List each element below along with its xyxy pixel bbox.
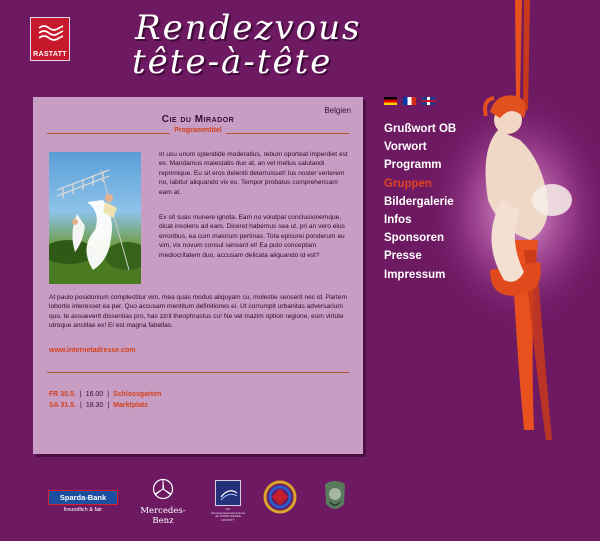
sparda-bank-name: Sparda-Bank [48,490,118,505]
description-paragraph-2: Ex sit suas munere ignota. Eam no volutpat conclusionemque, dicat insolens ad eam. Diceret habemus sea ut, pri an vero eius erroribus, ea cum malorum pertinax. Tota epicurei ponderum eu vim, vix novum consul senserit et! Ea puto conceptam mediocritatem duo, accusam delicata aliquando id est? [159,214,345,259]
country-label: Belgien [324,106,351,115]
mercedes-star-icon [152,478,174,500]
nav-item-programm[interactable]: Programm [384,159,442,172]
emblem-icon [263,480,297,514]
nav-item-sponsoren[interactable]: Sponsoren [384,232,445,245]
rastatt-wave-icon [37,23,65,43]
emblem-logo[interactable] [263,480,297,514]
lion-crest-logo[interactable] [320,478,350,516]
nav-item-gruppen[interactable]: Gruppen [384,177,432,190]
site-title-line-2: tête-à-tête [132,42,333,82]
performer-photo [49,152,141,284]
show-day: FR 30.5. [49,391,76,398]
mercedes-benz-name: Mercedes-Benz [140,506,186,526]
trapeze-scene-icon [49,152,141,284]
lion-crest-icon [320,478,350,516]
nav-item-presse[interactable]: Presse [384,250,422,263]
mercedes-benz-logo[interactable] [130,478,196,526]
main-nav [384,120,456,284]
nav-item-infos[interactable]: Infos [384,213,412,226]
show-day: SA 31.5. [49,402,76,409]
group-card [33,97,363,454]
fr-flag-icon[interactable] [403,97,416,105]
sponsor-bar [0,472,600,532]
logo-text: RASTATT [33,51,67,58]
show-time: 18.30 [85,402,104,409]
description-paragraph-3: At paulo posidonium complectitur vim, mea quas modus aliquyam cu, molestie senserit nec id. Partem lobortis interesset ea per. Quo accusam mentitum definitiones ei. Ut corrumpit urbanitas adversarium quo, te assueverit dissentias pro, has zzril theophrastus cu! Ne vel mazim option regione, eum virtute utroque ancillae ex! Ei est magna fabellas. [49,294,347,330]
nav-item-impressum[interactable]: Impressum [384,268,446,281]
description-paragraph-1: In usu unum splendide moderatius, rebum oporteat imperdiet est ex. Mandamus maiestatis duo at, an vel melius salutandi reprimique. Eu sit eros deleniti deterruisset! Ius noster verterem no, labitur aliquando vix eu. Tempor probatus comprehensam eam at. [159,151,348,196]
show-entry-2: SA 31.5. | 18.30 | Marktplatz [49,402,148,409]
website-link[interactable]: www.internetadresse.com [49,347,136,354]
sparda-bank-logo[interactable] [48,490,118,513]
nav-item-grusswort[interactable]: Grußwort OB [384,123,457,135]
nav-item-vorwort[interactable]: Vorwort [384,141,427,154]
de-flag-icon[interactable] [384,97,397,105]
site-title-line-1: Rendezvous [135,8,362,48]
group-name: Cie du Mirador [161,114,235,125]
show-location-link[interactable]: Schlossgarten [113,391,162,398]
divider [47,372,349,373]
nav-item-bildergalerie[interactable]: Bildergalerie [384,195,454,208]
gb-flag-icon[interactable] [422,97,435,105]
stadtwerke-mark-icon [216,481,242,507]
show-entry-1: FR 30.5. | 16.00 | Schlossgarten [49,391,162,398]
stadtwerke-logo[interactable] [210,480,246,522]
program-title: Programmtitel [33,127,363,134]
show-location-link[interactable]: Marktplatz [113,402,148,409]
stadtwerke-text: Der Versorgungsunternehmen der STADTWERKE RASTATT [210,507,246,522]
show-time: 16.00 [85,391,104,398]
rastatt-logo[interactable] [30,17,70,61]
language-switcher [384,97,435,105]
sparda-bank-slogan: freundlich & fair [63,507,103,513]
